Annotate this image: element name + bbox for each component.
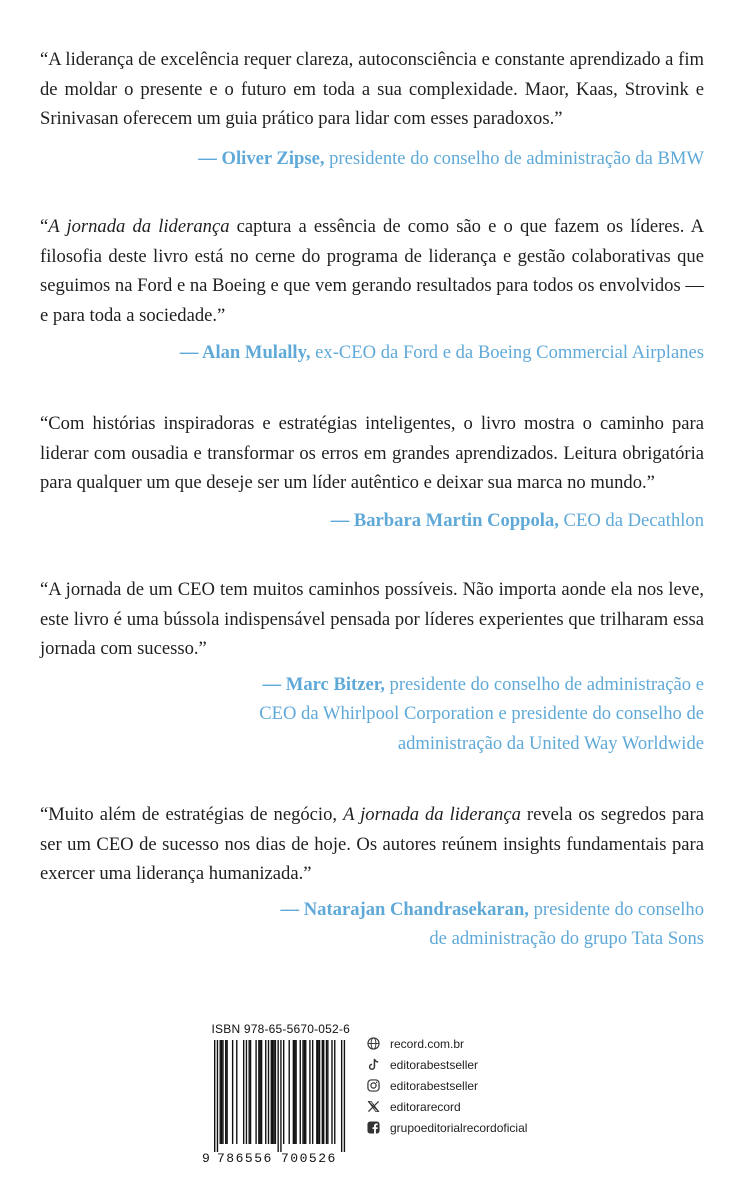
social-label: editorabestseller	[390, 1057, 479, 1072]
barcode-bar	[250, 1040, 251, 1144]
barcode-bar	[283, 1040, 284, 1144]
attribution-name: — Oliver Zipse,	[198, 147, 325, 169]
social-link-tiktok[interactable]	[366, 1054, 586, 1075]
quote-text: “Muito além de estratégias de negócio, A jornada da liderança revela os segredos para ser um CEO de sucesso nos dias de hoje. Os autores reúnem insights fundamentais para exercer uma liderança humanizada.”	[40, 804, 704, 884]
barcode-block	[200, 1022, 350, 1165]
barcode-bar	[344, 1040, 345, 1152]
barcode-bar	[214, 1040, 215, 1152]
barcode-bar	[323, 1040, 324, 1144]
isbn-barcode	[200, 1040, 350, 1165]
barcode-bar	[289, 1040, 290, 1144]
attribution-role: presidente do conselho de administração do grupo Tata Sons	[429, 898, 704, 949]
barcode-bar	[221, 1040, 222, 1144]
barcode-bar	[260, 1040, 261, 1144]
quote-text: “A liderança de excelência requer clareza, autoconsciência e constante aprendizado a fim de moldar o presente e o futuro em toda a sua complexidade. Maor, Kaas, Strovink e Srinivasan oferecem um guia prático para lidar com esses paradoxos.”	[40, 49, 704, 129]
barcode-bar	[318, 1040, 319, 1144]
quote-text: “A jornada de um CEO tem muitos caminhos possíveis. Não importa aonde ela nos leve, este livro é uma bússola indispensável pensada por líderes experientes que trilharam essa jornada com sucesso.”	[40, 579, 704, 659]
attribution-role: presidente do conselho de administração e CEO da Whirlpool Corporation e presidente do conselho de administração da United Way Worldwide	[259, 673, 704, 754]
barcode-bar	[309, 1040, 310, 1144]
attribution-name: — Natarajan Chandrasekaran,	[280, 898, 529, 920]
social-link-instagram[interactable]	[366, 1075, 586, 1096]
barcode-bar	[226, 1040, 227, 1144]
social-label: editorabestseller	[390, 1078, 479, 1093]
barcode-digit-first: 9	[202, 1151, 210, 1165]
testimonial-3	[40, 409, 704, 535]
book-title: A jornada da liderança	[343, 804, 521, 825]
barcode-bar	[268, 1040, 269, 1144]
barcode-bar	[312, 1040, 313, 1144]
book-title: A jornada da liderança	[48, 216, 230, 237]
barcode-bar	[326, 1040, 327, 1144]
quote-text: “Com histórias inspiradoras e estratégias inteligentes, o livro mostra o caminho para liderar com ousadia e transformar os erros em grandes aprendizados. Leitura obrigatória para qualquer um que deseje ser um líder autêntico e deixar sua marca no mundo.”	[40, 413, 704, 493]
isbn-label: ISBN 978-65-5670-052-6	[211, 1022, 350, 1036]
barcode-bar	[217, 1040, 218, 1152]
barcode-bar	[300, 1040, 301, 1144]
barcode-bar	[232, 1040, 233, 1144]
barcode-bar	[271, 1040, 272, 1144]
barcode-bar	[222, 1040, 223, 1144]
social-link-website[interactable]	[366, 1033, 586, 1054]
x-icon	[366, 1100, 380, 1114]
facebook-icon	[366, 1121, 380, 1135]
barcode-bar	[316, 1040, 317, 1144]
barcode-bar	[305, 1040, 306, 1144]
testimonial-1	[40, 45, 704, 173]
barcode-bar	[334, 1040, 335, 1144]
barcode-bar	[293, 1040, 294, 1144]
social-link-facebook[interactable]	[366, 1117, 586, 1138]
barcode-bar	[246, 1040, 247, 1144]
barcode-bar	[341, 1040, 342, 1152]
quote-text: “A jornada da liderança captura a essência de como são e o que fazem os líderes. A filosofia deste livro está no cerne do programa de liderança e gestão colaborativas que seguimos na Ford e na Boeing e que vem gerando resultados para todos os envolvidos — e para toda a sociedade.”	[40, 216, 705, 326]
social-label: record.com.br	[390, 1036, 465, 1051]
barcode-digits-left: 786556	[217, 1151, 273, 1165]
quote-attribution	[40, 895, 704, 954]
barcode-bar	[273, 1040, 274, 1144]
barcode-bar	[261, 1040, 262, 1144]
attribution-role: CEO da Decathlon	[558, 509, 704, 531]
testimonial-5	[40, 800, 704, 954]
quote-attribution	[40, 338, 704, 368]
barcode-bar	[225, 1040, 226, 1144]
barcode-bar	[249, 1040, 250, 1144]
barcode-bar	[272, 1040, 273, 1144]
quote-attribution	[40, 670, 704, 759]
barcode-bar	[275, 1040, 276, 1144]
social-label: grupoeditorialrecordoficial	[390, 1120, 528, 1135]
barcode-bar	[255, 1040, 256, 1144]
barcode-bar	[319, 1040, 320, 1144]
barcode-bar	[220, 1040, 221, 1144]
attribution-role: ex-CEO da Ford e da Boeing Commercial Airplanes	[310, 342, 704, 363]
barcode-bar	[302, 1040, 303, 1144]
barcode-bar	[327, 1040, 328, 1144]
barcode-bar	[331, 1040, 332, 1144]
quote-attribution	[40, 506, 704, 536]
testimonial-4	[40, 575, 704, 758]
testimonial-2	[40, 212, 704, 368]
attribution-name: — Alan Mulally,	[179, 342, 311, 363]
barcode-bar	[243, 1040, 244, 1144]
quote-attribution	[40, 144, 704, 174]
social-link-x[interactable]	[366, 1096, 586, 1117]
instagram-icon	[366, 1079, 380, 1093]
barcode-bar	[304, 1040, 305, 1144]
barcode-bar	[277, 1040, 278, 1152]
barcode-bar	[258, 1040, 259, 1144]
tiktok-icon	[366, 1058, 380, 1072]
attribution-name: — Marc Bitzer,	[262, 673, 385, 695]
barcode-bar	[294, 1040, 295, 1144]
social-links	[366, 1033, 586, 1138]
barcode-bar	[236, 1040, 237, 1144]
barcode-bar	[322, 1040, 323, 1144]
barcode-bar	[295, 1040, 296, 1144]
barcode-digits-right: 700526	[281, 1151, 337, 1165]
globe-icon	[366, 1037, 380, 1051]
social-label: editorarecord	[390, 1099, 461, 1114]
attribution-name: — Barbara Martin Coppola,	[330, 509, 559, 531]
barcode-bar	[265, 1040, 266, 1144]
attribution-role: presidente do conselho de administração da BMW	[324, 147, 704, 169]
barcode-bar	[280, 1040, 281, 1152]
